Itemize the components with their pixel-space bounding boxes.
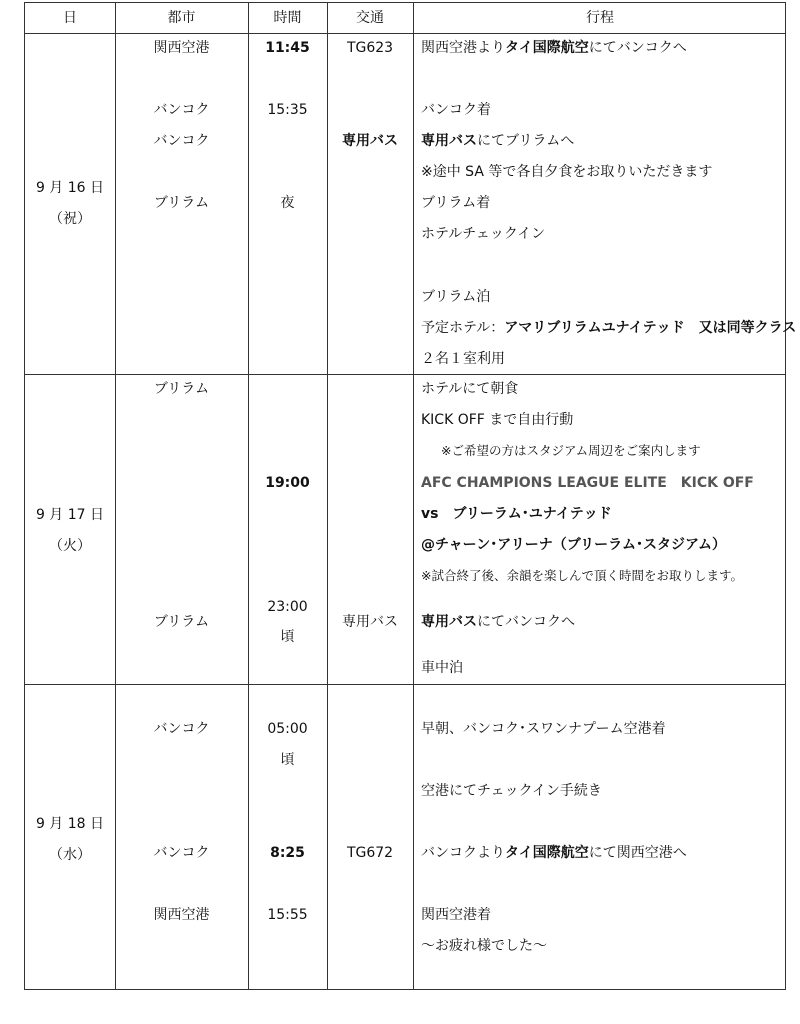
day3-time: 8:25: [270, 845, 305, 861]
day1-itinerary-line: ホテルチェックイン: [421, 226, 546, 242]
day1-itinerary-line: ※途中 SA 等で各自夕食をお取りいただきます: [421, 164, 713, 180]
row-divider: [25, 684, 785, 685]
day2-time: 頃: [280, 629, 295, 645]
header-transport: 交通: [356, 10, 384, 26]
day2-itinerary-line: KICK OFF まで自由行動: [421, 412, 574, 428]
day1-time: 11:45: [265, 40, 310, 56]
day3-weekday: （水）: [49, 847, 91, 863]
day1-weekday: （祝）: [49, 211, 91, 227]
day2-itinerary-line: ※試合終了後、余韻を楽しんで頂く時間をお取りします。: [421, 568, 743, 583]
day2-transport: 専用バス: [342, 614, 398, 630]
day1-transport: TG623: [346, 40, 394, 56]
day2-time: 23:00: [267, 599, 308, 615]
day3-city: バンコク: [153, 721, 210, 737]
row-divider: [25, 374, 785, 375]
day3-date: 9 月 18 日: [35, 816, 105, 832]
day2-itinerary-line: vs ブリーラム･ユナイテッド: [421, 506, 612, 522]
day3-time: 05:00: [267, 721, 308, 737]
day1-date: 9 月 16 日: [35, 180, 105, 196]
day1-itinerary-line: バンコク着: [421, 102, 491, 118]
day3-city: 関西空港: [153, 907, 210, 923]
itinerary-table: [24, 2, 797, 990]
day2-time: 19:00: [265, 475, 310, 491]
day1-itinerary-line: 専用バスにてブリラムへ: [421, 133, 575, 149]
day2-date: 9 月 17 日: [35, 507, 105, 523]
day3-itinerary-line: バンコクよりタイ国際航空にて関西空港へ: [421, 845, 687, 861]
day1-itinerary-line: ２名１室利用: [421, 351, 505, 367]
day1-city: 関西空港: [153, 40, 210, 56]
day2-itinerary-line: AFC CHAMPIONS LEAGUE ELITE KICK OFF: [421, 475, 754, 491]
day3-itinerary-line: 早朝、バンコク･スワンナプーム空港着: [421, 721, 666, 737]
header-city: 都市: [167, 10, 196, 26]
day3-time: 頃: [280, 752, 295, 768]
header-itinerary: 行程: [586, 10, 614, 26]
day1-itinerary-line: ブリラム着: [421, 195, 491, 211]
day2-itinerary-line: ホテルにて朝食: [421, 381, 519, 397]
day2-weekday: （火）: [49, 538, 91, 554]
day1-itinerary-line: 予定ホテル：アマリブリラムユナイテッド 又は同等クラス: [421, 320, 797, 336]
column-divider: [413, 3, 414, 989]
day1-city: バンコク: [153, 102, 210, 118]
day2-itinerary-line: ※ご希望の方はスタジアム周辺をご案内します: [441, 443, 701, 458]
day3-city: バンコク: [153, 845, 210, 861]
row-divider: [25, 33, 785, 34]
day3-transport: TG672: [346, 845, 394, 861]
day1-time: 夜: [280, 195, 295, 211]
column-divider: [248, 3, 249, 989]
day3-time: 15:55: [267, 907, 308, 923]
day3-itinerary-line: 関西空港着: [421, 907, 491, 923]
day2-itinerary-line: @チャーン･アリーナ（ブリーラム･スタジアム）: [421, 537, 727, 553]
day1-transport: 専用バス: [342, 133, 398, 149]
day1-city: バンコク: [153, 133, 210, 149]
day1-itinerary-line: ブリラム泊: [421, 289, 491, 305]
day2-city: ブリラム: [153, 614, 210, 630]
day2-itinerary-line: 専用バスにてバンコクへ: [421, 614, 575, 630]
day1-itinerary-line: 関西空港よりタイ国際航空にてバンコクへ: [421, 40, 687, 56]
header-time: 時間: [273, 10, 302, 26]
day2-itinerary-line: 車中泊: [421, 660, 463, 676]
day3-itinerary-line: 空港にてチェックイン手続き: [421, 783, 602, 799]
day1-city: ブリラム: [153, 195, 210, 211]
header-day: 日: [63, 10, 77, 26]
day1-time: 15:35: [267, 102, 308, 118]
day2-city: ブリラム: [153, 381, 210, 397]
day3-itinerary-line: ～お疲れ様でした～: [421, 938, 547, 954]
